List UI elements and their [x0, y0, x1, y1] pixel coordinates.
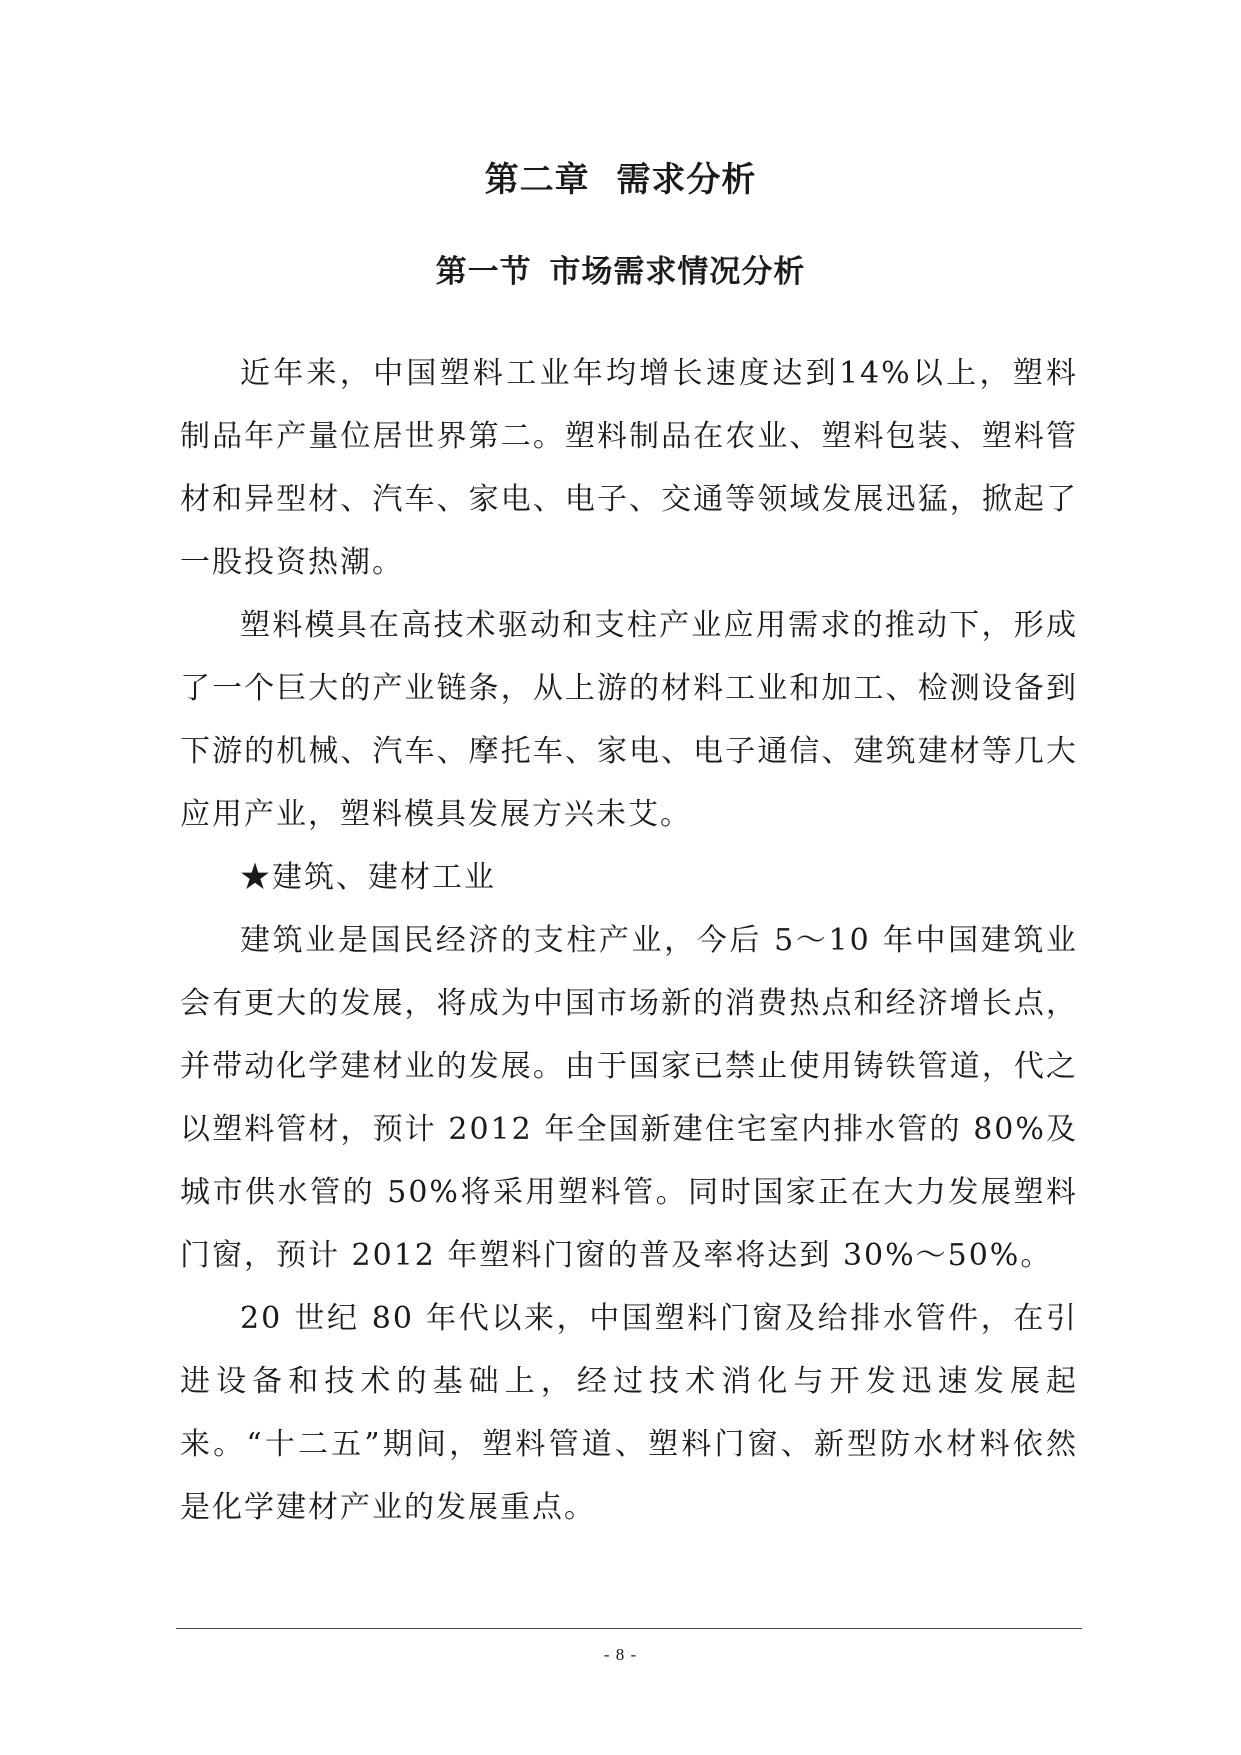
section-title: 第一节 市场需求情况分析 — [435, 254, 806, 290]
body-text — [180, 342, 1078, 1539]
bullet-heading-construction: ★建筑、建材工业 — [240, 860, 496, 895]
footer-divider — [176, 1628, 1082, 1629]
paragraph-doors-windows-pipes: 20 世纪 80 年代以来，中国塑料门窗及给排水管件，在引进设备和技术的基础上，经过技术消化与开发迅速发展起来。“十二五”期间，塑料管道、塑料门窗、新型防水材料依然是化学建材产业的发展重点。 — [180, 1301, 1078, 1525]
page-number: - 8 - — [603, 1645, 638, 1664]
chapter-title: 第二章 需求分析 — [484, 160, 757, 200]
paragraph-plastic-molds: 塑料模具在高技术驱动和支柱产业应用需求的推动下，形成了一个巨大的产业链条，从上游的材料工业和加工、检测设备到下游的机械、汽车、摩托车、家电、电子通信、建筑建材等几大应用产业，塑料模具发展方兴未艾。 — [180, 608, 1078, 832]
paragraph-plastics-industry-growth: 近年来，中国塑料工业年均增长速度达到14%以上，塑料制品年产量位居世界第二。塑料制品在农业、塑料包装、塑料管材和异型材、汽车、家电、电子、交通等领域发展迅猛，掀起了一股投资热潮。 — [180, 356, 1078, 580]
paragraph-construction-industry: 建筑业是国民经济的支柱产业，今后 5～10 年中国建筑业会有更大的发展，将成为中国市场新的消费热点和经济增长点，并带动化学建材业的发展。由于国家已禁止使用铸铁管道，代之以塑料管材，预计 2012 年全国新建住宅室内排水管的 80%及城市供水管的 50%将采用塑料管。同时国家正在大力发展塑料门窗，预计 2012 年塑料门窗的普及率将达到 30%～50%。 — [180, 923, 1078, 1273]
